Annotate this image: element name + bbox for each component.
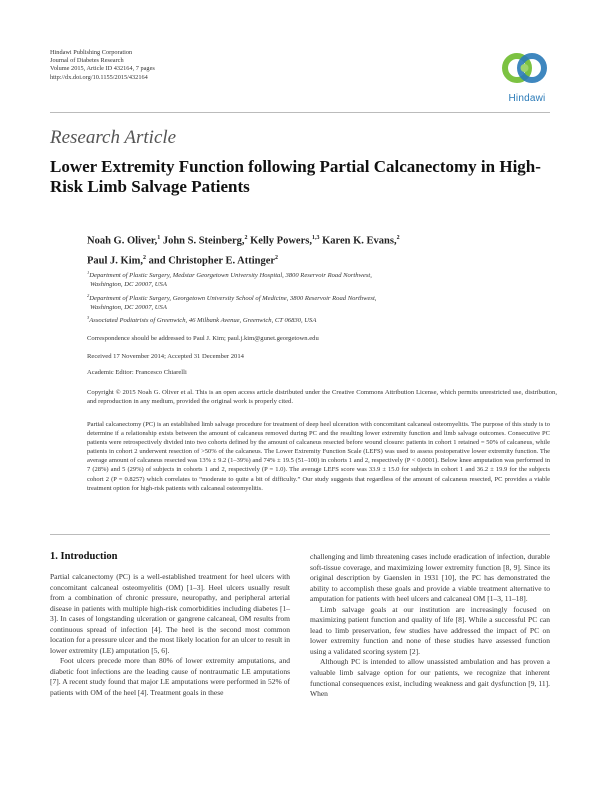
affiliation-text: Department of Plastic Surgery, Medstar Georgetown University Hospital, 3800 Reservoir Road Northwest, — [89, 272, 372, 280]
author-affiliation-mark: 2 — [143, 254, 147, 261]
paragraph: Although PC is intended to allow unassisted ambulation and has proven a valuable limb salvage option for our patients, we recognize that inherent functional consequences exist, including weakness and gait dysfunction [9, 11]. When — [310, 657, 550, 699]
affiliation-text: Associated Podiatrists of Greenwich, 46 Milbank Avenue, Greenwich, CT 06830, USA — [89, 317, 317, 325]
abstract: Partial calcanectomy (PC) is an established limb salvage procedure for treatment of deep heel ulceration with concomitant calcaneal osteomyelitis. The purpose of this study is to determine if a relationship exists between the amount of calcaneus removed during PC and the resulting lower extremity function and limb salvage outcomes. Consecutive PC patients were retrospectively divided into two cohorts defined by the amount of calcaneus resected before wound closure: patients in cohort 1 retained = 50% of calcaneus, while patients in cohort 2 underwent resection of >50% of the calcaneus. The Lower Extremity Function Scale (LEFS) was used to assess postoperative lower extremity function. The average amount of calcaneus resected was 13% ± 9.2 (1–39%) and 74% ± 19.5 (51–100) in cohorts 1 and 2, respectively (P < 0.0001). Below knee amputation was performed in 7 (28%) and 5 (29%) of subjects in cohorts 1 and 2, respectively (P = 1.0). The average LEFS score was 33.9 ± 15.0 for subjects in cohort 1 and 36.2 ± 19.9 for the subjects cohort 2 (P = 0.8257) which correlates to “moderate to quite a bit of difficulty.” Our study suggests that regardless of the amount of calcaneus resected, PC provides a viable treatment option for high-risk patients with calcaneal osteomyelitis. — [87, 421, 550, 492]
doi-line: http://dx.doi.org/10.1155/2015/432164 — [50, 73, 148, 81]
affiliation-number: 1 — [87, 270, 90, 275]
volume-line: Volume 2015, Article ID 432164, 7 pages — [50, 65, 155, 73]
author-name: Noah G. Oliver, — [87, 235, 158, 247]
hindawi-wordmark: Hindawi — [508, 93, 546, 104]
body-column-left — [50, 572, 290, 699]
author-name: Paul J. Kim, — [87, 255, 144, 266]
publisher-line: Hindawi Publishing Corporation — [50, 49, 133, 56]
author-affiliation-mark: 1 — [157, 235, 161, 241]
article-type: Research Article — [50, 127, 177, 148]
paragraph: Limb salvage goals at our institution are increasingly focused on maximizing patient function and quality of life [8]. While a successful PC can lead to limb preservation, few studies have addressed the impact of PC on lower extremity function and none of these studies have assessed function using a validated scoring system [2]. — [310, 604, 550, 656]
received-accepted-dates: Received 17 November 2014; Accepted 31 December 2014 — [87, 353, 244, 360]
paragraph: challenging and limb threatening cases include eradication of infection, durable soft-tissue coverage, and maximizing lower extremity function [8, 9]. Since its original description by Gaenslen in 1931 [10], the PC has demonstrated the ability to accomplish these goals and provide a viable treatment alternative to amputation for patients with heel ulcers and calcaneal OM [1–3, 11–18]. — [310, 552, 550, 604]
affiliation-number: 2 — [87, 293, 90, 298]
correspondence: Correspondence should be addressed to Paul J. Kim; paul.j.kim@gunet.georgetown.edu — [87, 335, 319, 342]
author-affiliation-mark: 1,3 — [311, 235, 320, 241]
author-name: Kelly Powers, — [250, 235, 312, 247]
section-heading-introduction: 1. Introduction — [50, 551, 118, 562]
affiliation-3 — [87, 313, 557, 325]
author-name: and Christopher E. Attinger — [148, 255, 276, 266]
author-affiliation-mark: 2 — [244, 235, 248, 241]
body-column-right — [310, 552, 550, 700]
author-affiliation-mark: 2 — [275, 254, 279, 261]
journal-line: Journal of Diabetes Research — [50, 57, 124, 65]
header-divider — [50, 112, 550, 113]
journal-header — [50, 49, 155, 82]
copyright-notice: Copyright © 2015 Noah G. Oliver et al. This is an open access article distributed under the Creative Commons Attribution License, which permits unrestricted use, distribution, and reproduction in any medium, provided the original work is properly cited. — [87, 389, 557, 405]
affiliation-2 — [87, 291, 557, 312]
author-name: John S. Steinberg, — [162, 235, 245, 247]
affiliation-text: Washington, DC 20007, USA — [90, 281, 167, 289]
paragraph: Partial calcanectomy (PC) is a well-established treatment for heel ulcers with concomitant calcaneal osteomyelitis (OM) [1–3]. Heel ulcers usually result from a combination of chronic pressure, neuropathy, and peripheral arterial disease in patients with multiple high-risk comorbidities including diabetes [1–3]. In cases of longstanding ulceration or gangrene calcaneal, OM results from continuous spread of infection [4]. The heel is the second most common location for a pressure ulcer and the most likely location for an ulcer to result in lower extremity (LE) amputation [5, 6]. — [50, 572, 290, 655]
affiliation-text: Department of Plastic Surgery, Georgetown University School of Medicine, 3800 Reservoir Road Northwest, — [89, 295, 377, 303]
affiliation-number: 3 — [87, 315, 90, 320]
author-affiliation-mark: 2 — [396, 235, 400, 241]
academic-editor: Academic Editor: Francesco Chiarelli — [87, 369, 187, 376]
author-list — [87, 230, 557, 269]
affiliation-text: Washington, DC 20007, USA — [90, 304, 167, 312]
abstract-divider — [50, 534, 550, 535]
author-name: Karen K. Evans, — [322, 235, 397, 247]
article-title: Lower Extremity Function following Partial Calcanectomy in High-Risk Limb Salvage Patients — [50, 157, 541, 196]
paragraph: Foot ulcers precede more than 80% of lower extremity amputations, and diabetic foot infections are the leading cause of nontraumatic LE amputations [7]. A recent study found that major LE amputations were performed in 52% of patients with OM of the heel [4]. Treatment goals in these — [50, 656, 290, 698]
affiliation-1 — [87, 268, 557, 289]
